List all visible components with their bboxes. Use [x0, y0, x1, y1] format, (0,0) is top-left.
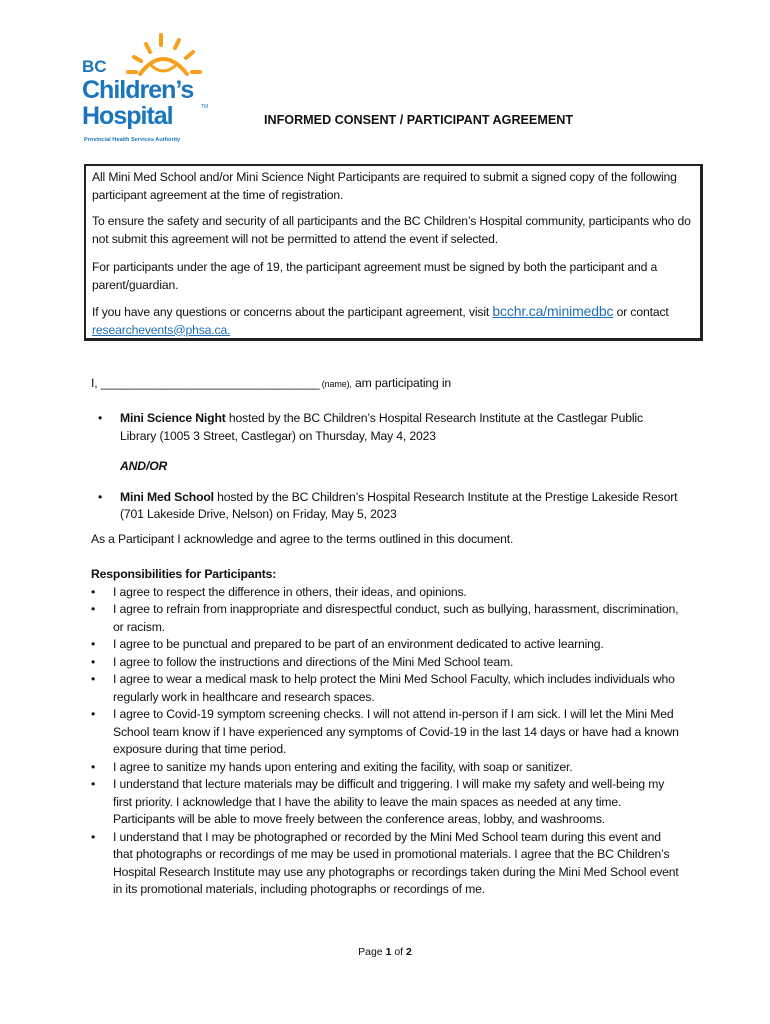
bullet-icon: •: [91, 707, 96, 721]
notice-paragraph: For participants under the age of 19, the participant agreement must be signed by both the participant and a parent/guardian.: [92, 260, 658, 292]
svg-text:TM: TM: [201, 104, 209, 110]
svg-text:Provincial Health Services Aut: Provincial Health Services Authority: [84, 137, 181, 143]
event-list: [98, 410, 678, 524]
page-of: of: [391, 946, 407, 958]
bullet-icon: •: [98, 411, 103, 425]
event-details: hosted by the BC Children’s Hospital Research Institute at the Prestige Lakeside Resort (701 Lakeside Drive, Nelson) on Friday, May 5, 2023: [120, 489, 678, 521]
responsibility-text: I agree to respect the difference in others, their ideas, and opinions.: [113, 584, 467, 599]
responsibility-item: [91, 776, 681, 829]
bullet-icon: •: [91, 654, 96, 669]
email-link[interactable]: researchevents@phsa.ca.: [92, 322, 231, 337]
responsibility-item: [91, 654, 681, 672]
bc-childrens-hospital-logo: [80, 30, 250, 145]
bullet-icon: •: [91, 829, 96, 844]
responsibility-text: I agree to Covid-19 symptom screening checks. I will not attend in-person if I am sick. I will let the Mini Med School team know if I have experienced any symptoms of Covid-19 in the last 14 days or have had a known exposure during that time period.: [113, 707, 679, 756]
notice-paragraph: To ensure the safety and security of all participants and the BC Children’s Hospital community, participants who do not submit this agreement will not be permitted to attend the event if selected.: [92, 214, 691, 246]
responsibility-item: [91, 601, 681, 636]
bullet-icon: •: [91, 584, 96, 599]
notice-paragraph: All Mini Med School and/or Mini Science Night Participants are required to submit a signed copy of the following participant agreement at the time of registration.: [92, 170, 677, 202]
page-footer: [0, 946, 770, 958]
bullet-icon: •: [91, 637, 96, 651]
website-link[interactable]: bcchr.ca/minimedbc: [492, 303, 614, 319]
event-name: Mini Science Night: [120, 411, 226, 425]
page-total: 2: [406, 946, 412, 958]
responsibility-item: [91, 636, 681, 654]
notice-box: [84, 164, 703, 341]
acknowledgement: As a Participant I acknowledge and agree to the terms outlined in this document.: [91, 532, 514, 546]
responsibility-item: [91, 706, 681, 759]
bullet-icon: •: [91, 672, 96, 686]
svg-text:Hospital: Hospital: [82, 102, 173, 130]
responsibility-item: [91, 671, 681, 706]
bullet-icon: •: [91, 777, 96, 791]
responsibility-text: I understand that I may be photographed or recorded by the Mini Med School team during this event and that photographs or recordings of me may be used in promotional materials. I agree that the BC Children’s Hospital Research Institute may use any photographs or recordings taken during the Mini Med School event in its promotional materials, including photographs or recordings of me.: [113, 829, 679, 896]
document-title: INFORMED CONSENT / PARTICIPANT AGREEMENT: [264, 113, 574, 127]
responsibilities-section: [91, 566, 681, 899]
bullet-icon: •: [98, 489, 103, 504]
responsibility-text: I agree to wear a medical mask to help protect the Mini Med School Faculty, which includes individuals who regularly work in healthcare and research spaces.: [113, 672, 675, 704]
notice-contact-paragraph: [92, 303, 692, 339]
page-label: Page: [358, 946, 386, 958]
event-item: [98, 410, 678, 445]
svg-text:Children’s: Children’s: [82, 76, 194, 104]
event-item: [98, 489, 678, 524]
notice-text: If you have any questions or concerns about the participant agreement, visit: [92, 305, 493, 319]
event-name: Mini Med School: [120, 489, 214, 504]
and-or-label: AND/OR: [120, 459, 168, 473]
responsibilities-list: [91, 584, 681, 899]
responsibility-text: I agree to sanitize my hands upon entering and exiting the facility, with soap or sanitizer.: [113, 759, 573, 774]
responsibility-text: I agree to refrain from inappropriate and disrespectful conduct, such as bullying, harassment, discrimination, or racism.: [113, 602, 679, 634]
page-number: 1: [385, 946, 392, 958]
name-line: [91, 375, 451, 394]
name-prefix: I,: [91, 376, 101, 390]
responsibility-text: I agree to follow the instructions and directions of the Mini Med School team.: [113, 654, 514, 669]
responsibility-item: [91, 584, 681, 602]
sun-icon: [80, 30, 250, 145]
responsibility-text: I understand that lecture materials may be difficult and triggering. I will make my safety and well-being my first priority. I acknowledge that I have the ability to leave the main spaces as needed at any time. Participants will be able to move freely between the conference areas, lobby, and washrooms.: [113, 777, 665, 826]
responsibility-text: I agree to be punctual and prepared to be part of an environment dedicated to active learning.: [113, 637, 604, 651]
responsibilities-heading: Responsibilities for Participants:: [91, 567, 277, 581]
name-suffix: am participating in: [351, 376, 452, 390]
name-blank-field[interactable]: _________________________________: [100, 376, 320, 390]
responsibility-item: [91, 829, 681, 899]
notice-text: or contact: [613, 305, 669, 319]
event-details: hosted by the BC Children’s Hospital Research Institute at the Castlegar Public Library (1005 3 Street, Castlegar) on Thursday, May 4, 2023: [120, 411, 643, 443]
responsibility-item: [91, 759, 681, 777]
name-hint: (name),: [319, 379, 352, 389]
svg-text:BC: BC: [82, 57, 107, 76]
bullet-icon: •: [91, 602, 96, 616]
bullet-icon: •: [91, 759, 96, 774]
